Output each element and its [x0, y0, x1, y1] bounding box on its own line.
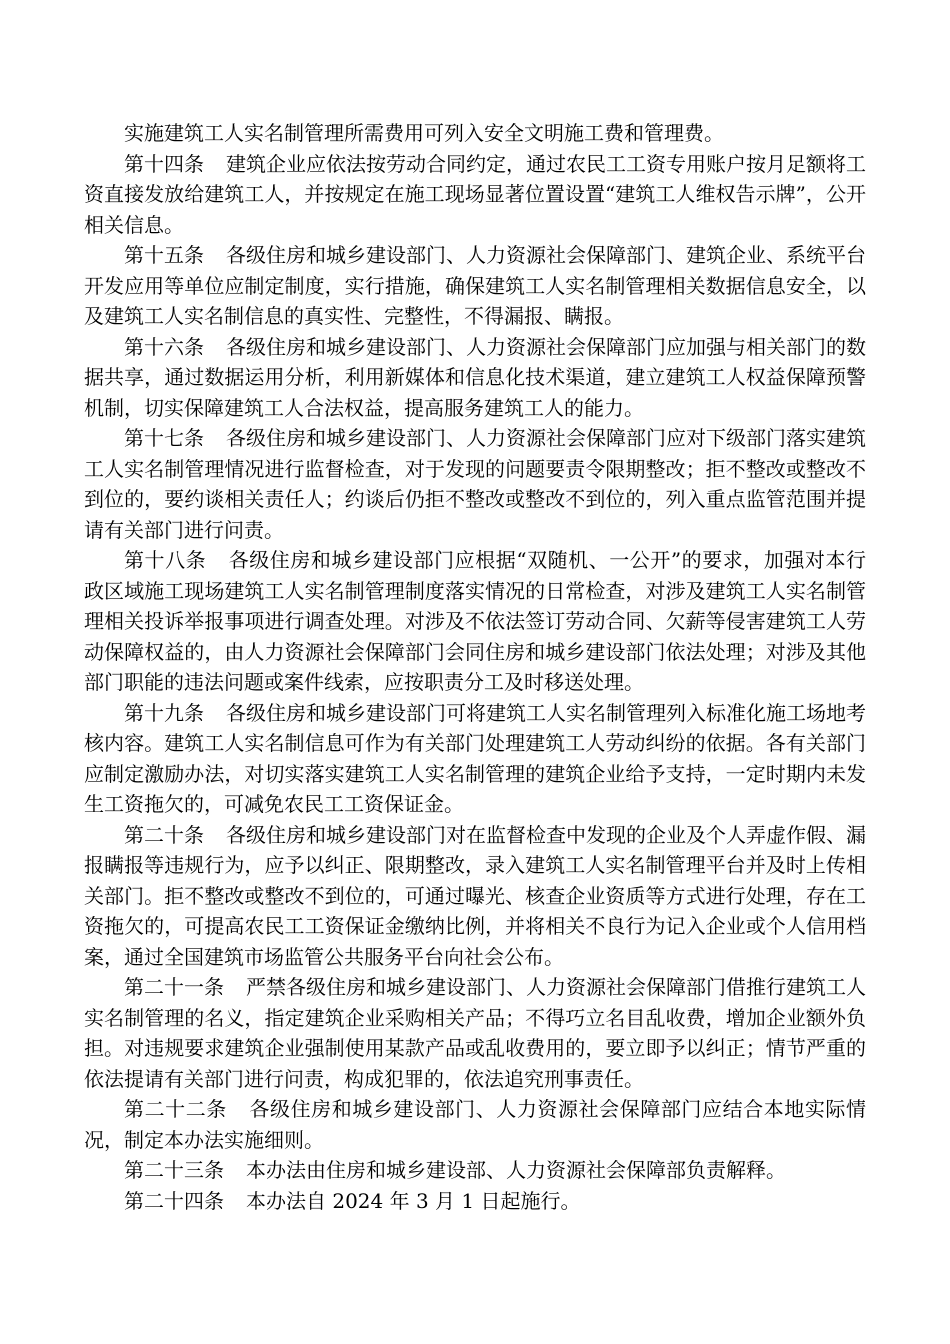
paragraph [84, 332, 866, 424]
paragraph-text: 各级住房和城乡建设部门应根据“双随机、一公开”的要求，加强对本行政区域施工现场建筑工人实名制管理制度落实情况的日常检查，对涉及建筑工人实名制管理相关投诉举报事项进行调查处理。对涉及不依法签订劳动合同、欠薪等侵害建筑工人劳动保障权益的，由人力资源社会保障部门会同住房和城乡建设部门依法处理；对涉及其他部门职能的违法问题或案件线索，应按职责分工及时移送处理。 [84, 548, 866, 694]
paragraph-text: 各级住房和城乡建设部门、人力资源社会保障部门应结合本地实际情况，制定本办法实施细则。 [84, 1097, 867, 1152]
paragraph-text: 各级住房和城乡建设部门、人力资源社会保障部门、建筑企业、系统平台开发应用等单位应制定制度，实行措施，确保建筑工人实名制管理相关数据信息安全，以及建筑工人实名制信息的真实性、完整性，不得漏报、瞒报。 [84, 243, 866, 328]
paragraph-text: 严禁各级住房和城乡建设部门、人力资源社会保障部门借推行建筑工人实名制管理的名义，指定建筑企业采购相关产品；不得巧立名目乱收费，增加企业额外负担。对违规要求建筑企业强制使用某款产品或乱收费用的，要立即予以纠正；情节严重的依法提请有关部门进行问责，构成犯罪的，依法追究刑事责任。 [84, 975, 866, 1091]
paragraph-text: 本办法由住房和城乡建设部、人力资源社会保障部负责解释。 [246, 1158, 786, 1182]
article-number: 第二十条 [124, 822, 204, 847]
article-number: 第十七条 [124, 426, 204, 450]
paragraph [84, 1186, 866, 1217]
article-number: 第十六条 [124, 334, 204, 359]
paragraph [84, 820, 866, 973]
document-body [84, 118, 866, 1216]
paragraph [84, 1094, 866, 1155]
article-number: 第二十一条 [124, 975, 224, 999]
paragraph-text: 各级住房和城乡建设部门可将建筑工人实名制管理列入标准化施工场地考核内容。建筑工人实名制信息可作为有关部门处理建筑工人劳动纠纷的依据。各有关部门应制定激励办法，对切实落实建筑工人实名制管理的建筑企业给予支持，一定时期内未发生工资拖欠的，可减免农民工工资保证金。 [84, 700, 866, 816]
paragraph [84, 423, 866, 545]
paragraph [84, 118, 866, 149]
article-number: 第十五条 [124, 243, 204, 267]
paragraph-text: 本办法自 2024 年 3 月 1 日起施行。 [246, 1188, 581, 1213]
article-number: 第十八条 [124, 548, 207, 572]
paragraph-text: 各级住房和城乡建设部门、人力资源社会保障部门应加强与相关部门的数据共享，通过数据运用分析，利用新媒体和信息化技术渠道，建立建筑工人权益保障预警机制，切实保障建筑工人合法权益，提高服务建筑工人的能力。 [84, 334, 866, 420]
paragraph [84, 240, 866, 332]
paragraph [84, 698, 866, 820]
paragraph-text: 各级住房和城乡建设部门、人力资源社会保障部门应对下级部门落实建筑工人实名制管理情况进行监督检查，对于发现的问题要责令限期整改；拒不整改或整改不到位的，要约谈相关责任人；约谈后仍拒不整改或整改不到位的，列入重点监管范围并提请有关部门进行问责。 [84, 426, 866, 542]
paragraph-text: 建筑企业应依法按劳动合同约定，通过农民工工资专用账户按月足额将工资直接发放给建筑工人，并按规定在施工现场显著位置设置“建筑工人维权告示牌”，公开相关信息。 [84, 151, 866, 237]
article-number: 第二十三条 [124, 1158, 224, 1182]
paragraph [84, 149, 866, 241]
paragraph [84, 972, 866, 1094]
paragraph-text: 各级住房和城乡建设部门对在监督检查中发现的企业及个人弄虚作假、漏报瞒报等违规行为，应予以纠正、限期整改，录入建筑工人实名制管理平台并及时上传相关部门。拒不整改或整改不到位的，可通过曝光、核查企业资质等方式进行处理，存在工资拖欠的，可提高农民工工资保证金缴纳比例，并将相关不良行为记入企业或个人信用档案，通过全国建筑市场监管公共服务平台向社会公布。 [84, 822, 866, 969]
article-number: 第十九条 [124, 700, 204, 725]
paragraph [84, 1155, 866, 1186]
article-number: 第二十二条 [124, 1097, 227, 1121]
article-number: 第十四条 [124, 151, 204, 176]
paragraph [84, 545, 866, 698]
article-number: 第二十四条 [124, 1188, 224, 1213]
paragraph-text: 实施建筑工人实名制管理所需费用可列入安全文明施工费和管理费。 [124, 121, 724, 145]
